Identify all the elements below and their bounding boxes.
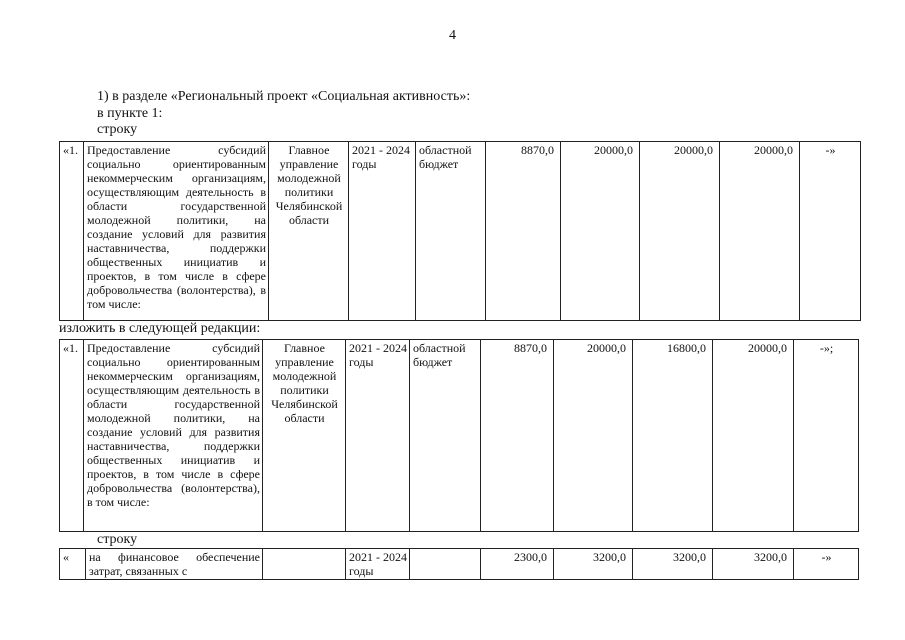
intro-section-line: 1) в разделе «Региональный проект «Социальная активность»: bbox=[97, 89, 471, 104]
row-value-3: 20000,0 bbox=[640, 142, 720, 321]
row-years: 2021 - 2024 годы bbox=[349, 142, 416, 321]
row-value-2: 3200,0 bbox=[554, 549, 633, 580]
row-executor bbox=[263, 549, 346, 580]
intro-row-line: строку bbox=[97, 122, 138, 137]
third-row-table bbox=[59, 548, 859, 580]
new-row-table bbox=[59, 339, 859, 532]
row-value-3: 16800,0 bbox=[633, 340, 713, 532]
row-number: «1. bbox=[60, 340, 84, 532]
row-description: Предоставление субсидий социально ориентированным некоммерческим организациям, осуществляющим деятельность в области государственной молодежной политики, на создание условий для развития наставничества, поддержки общественных инициатив и проектов, в том числе в сфере добровольчества (волонтерства), в том числе: bbox=[84, 340, 263, 532]
row-end-mark: -» bbox=[794, 549, 859, 580]
row-end-mark: -»; bbox=[794, 340, 859, 532]
row-source: областной бюджет bbox=[410, 340, 481, 532]
intro-item-line: в пункте 1: bbox=[97, 106, 163, 121]
row-executor: Главное управление молодежной политики Челябинской области bbox=[269, 142, 349, 321]
row-executor: Главное управление молодежной политики Челябинской области bbox=[263, 340, 346, 532]
row-years: 2021 - 2024 годы bbox=[346, 549, 410, 580]
row-number: « bbox=[60, 549, 86, 580]
row-value-1: 8870,0 bbox=[481, 340, 554, 532]
row-source bbox=[410, 549, 481, 580]
page-number: 4 bbox=[449, 28, 456, 43]
old-row-table bbox=[59, 141, 861, 321]
row-value-1: 8870,0 bbox=[486, 142, 561, 321]
table-row bbox=[60, 340, 859, 532]
row-years: 2021 - 2024 годы bbox=[346, 340, 410, 532]
row-number: «1. bbox=[60, 142, 84, 321]
row-value-2: 20000,0 bbox=[561, 142, 640, 321]
row-label: строку bbox=[97, 532, 138, 547]
row-value-1: 2300,0 bbox=[481, 549, 554, 580]
row-value-4: 20000,0 bbox=[720, 142, 800, 321]
row-source: областной бюджет bbox=[416, 142, 486, 321]
table-row bbox=[60, 549, 859, 580]
row-value-4: 3200,0 bbox=[713, 549, 794, 580]
row-value-2: 20000,0 bbox=[554, 340, 633, 532]
row-description: на финансовое обеспечение затрат, связанных с bbox=[86, 549, 263, 580]
row-end-mark: -» bbox=[800, 142, 861, 321]
row-value-3: 3200,0 bbox=[633, 549, 713, 580]
restate-label: изложить в следующей редакции: bbox=[59, 321, 261, 336]
table-row bbox=[60, 142, 861, 321]
row-description: Предоставление субсидий социально ориентированным некоммерческим организациям, осуществляющим деятельность в области государственной молодежной политики, на создание условий для развития наставничества, поддержки общественных инициатив и проектов, в том числе в сфере добровольчества (волонтерства), в том числе: bbox=[84, 142, 269, 321]
row-value-4: 20000,0 bbox=[713, 340, 794, 532]
